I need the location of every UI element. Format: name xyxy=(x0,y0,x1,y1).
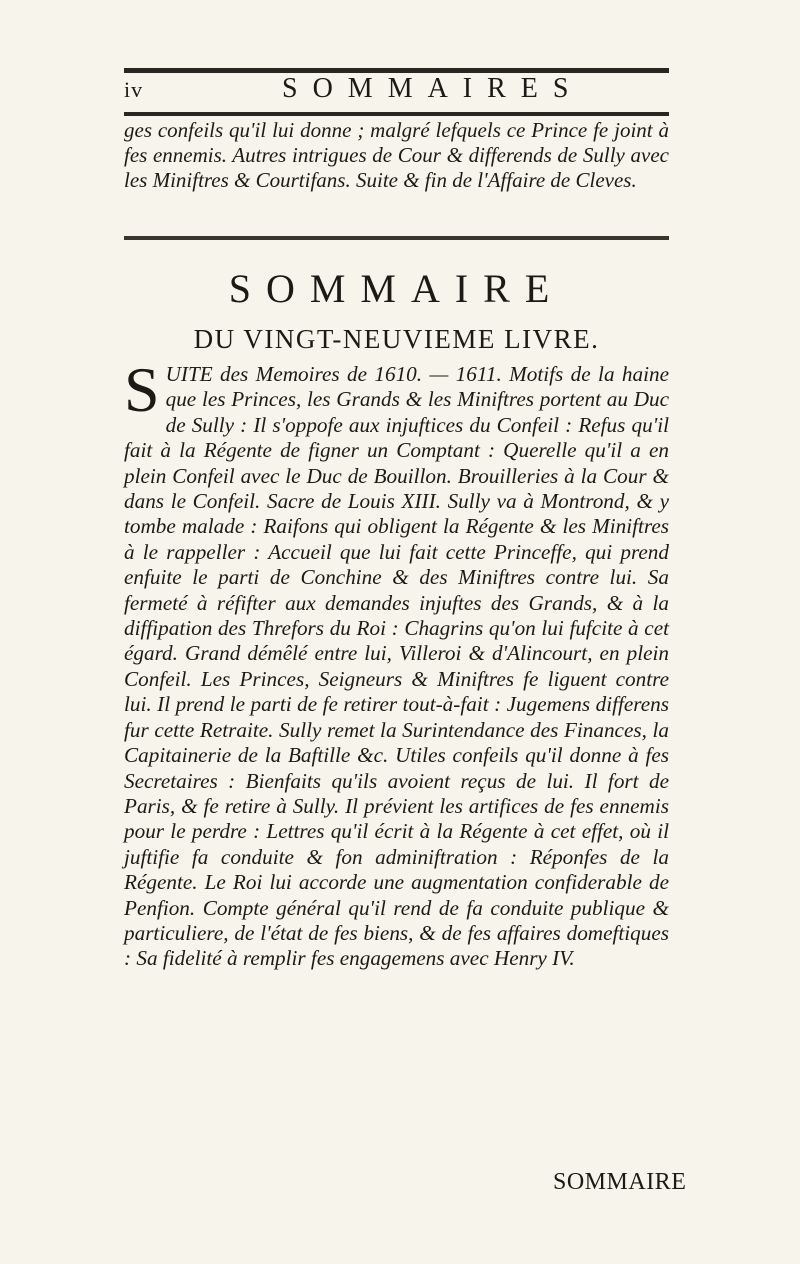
page-header xyxy=(124,73,669,113)
previous-summary-text: ges confeils qu'il lui donne ; malgré lefquels ce Prince fe joint à fes ennemis. Autres intrigues de Cour & differends de Sully avec les Miniftres & Courtifans. Suite & fin de l'Affaire de Cleves. xyxy=(124,118,669,192)
catchword: SOMMAIRE xyxy=(553,1169,687,1195)
summary-body xyxy=(124,354,669,972)
section-subtitle: DU VINGT-NEUVIEME LIVRE. xyxy=(193,324,600,354)
summary-text: UITE des Memoires de 1610. — 1611. Motifs de la haine que les Princes, les Grands & les Miniftres portent au Duc de Sully : Il s'oppofe aux injuftices du Confeil : Refus qu'il fait à la Régente de figner un Comptant : Querelle qu'il a en plein Confeil avec le Duc de Bouillon. Brouilleries à la Cour & dans le Confeil. Sacre de Louis XIII. Sully va à Montrond, & y tombe malade : Raifons qui obligent la Régente & les Miniftres à le rappeller : Accueil que lui fait cette Princeffe, qui prend enfuite le parti de Conchine & des Miniftres contre lui. Sa fermeté à réfifter aux demandes injuftes des Grands, & à la diffipation des Threfors du Roi : Chagrins qu'on lui fufcite à cet égard. Grand démêlé entre lui, Villeroi & d'Alincourt, en plein Confeil. Les Princes, Seigneurs & Miniftres fe liguent contre lui. Il prend le parti de fe retirer tout-à-fait : Jugemens differens fur cette Retraite. Sully remet la Surintendance des Finances, la Capitainerie de la Baftille &c. Utiles confeils qu'il donne à fes Secretaires : Bienfaits qu'ils avoient reçus de lui. Il fort de Paris, & fe retire à Sully. Il prévient les artifices de fes ennemis pour le perdre : Lettres qu'il écrit à la Régente à cet effet, où il juftifie fa conduite & fon adminiftration : Réponfes de la Régente. Le Roi lui accorde une augmentation confiderable de Penfion. Compte général qu'il rend de fa conduite publique & particuliere, de l'état de fes biens, & de fes affaires domeftiques : Sa fidelité à remplir fes engagemens avec Henry IV. xyxy=(124,362,669,971)
previous-summary-continuation xyxy=(124,118,669,193)
page-number: iv xyxy=(124,77,144,102)
drop-cap-initial: S xyxy=(124,354,160,425)
header-rule xyxy=(124,112,669,116)
running-head: SOMMAIRES xyxy=(282,73,584,104)
section-title: SOMMAIRE xyxy=(228,266,565,311)
section-separator-rule xyxy=(124,236,669,240)
